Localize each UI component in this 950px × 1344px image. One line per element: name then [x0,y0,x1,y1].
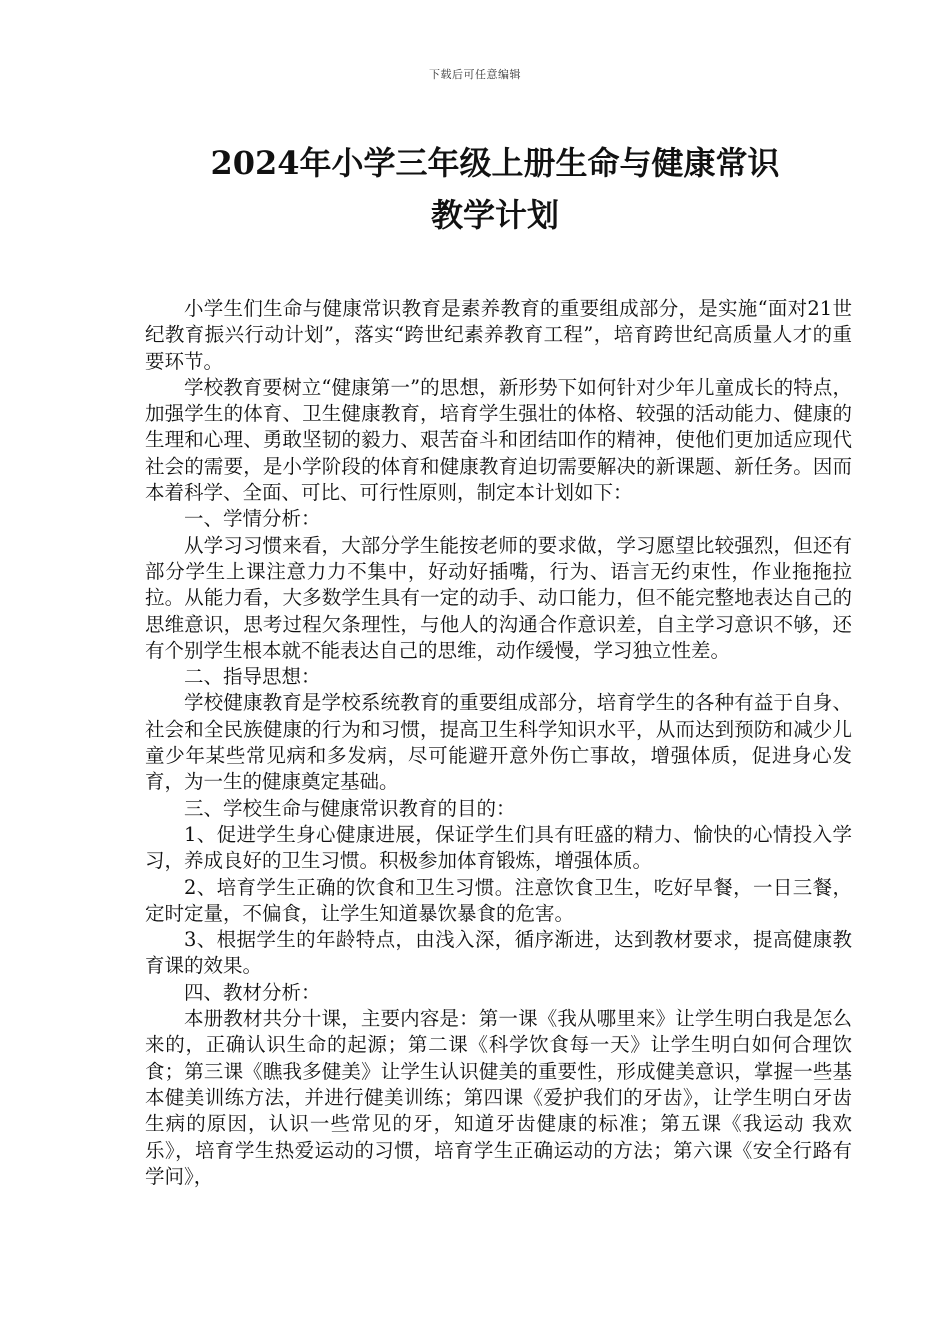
section-heading-guiding-principle: 二、指导思想： [184,665,321,689]
paragraph-textbook-analysis: 本册教材共分十课，主要内容是：第一课《我从哪里来》让学生明白我是怎么来的，正确认识生命的起源；第二课《科学饮食每一天》让学生明白如何合理饮食；第三课《瞧我多健美》让学生认识健美的重要性，形成健美意识，掌握一些基本健美训练方法，并进行健美训练；第四课《爱护我们的牙齿》，让学生明白牙齿生病的原因，认识一些常见的牙，知道牙齿健康的标准；第五课《我运动 我欢乐》，培育学生热爱运动的习惯，培育学生正确运动的方法；第六课《安全行路有学问》， [145,1007,852,1188]
paragraph-intro: 小学生们生命与健康常识教育是素养教育的重要组成部分，是实施“面对21世纪教育振兴行动计划”，落实“跨世纪素养教育工程”，培育跨世纪高质量人才的重要环节。 [145,297,852,373]
section-heading-objectives: 三、学校生命与健康常识教育的目的： [184,796,516,820]
paragraph-health-first: 学校教育要树立“健康第一”的思想，新形势下如何针对少年儿童成长的特点，加强学生的体育、卫生健康教育，培育学生强壮的体格、较强的活动能力、健康的生理和心理、勇敢坚韧的毅力、艰苦奋斗和团结吅作的精神，使他们更加适应现代社会的需要，是小学阶段的体育和健康教育迫切需要解决的新课题、新任务。因而本着科学、全面、可比、可行性原则，制定本计划如下： [145,375,852,505]
objective-item-3: 3、根据学生的年龄特点，由浅入深，循序渐进，达到教材要求，提高健康教育课的效果。 [145,928,852,978]
section-heading-student-analysis: 一、学情分析： [184,507,321,531]
header-note: 下载后可任意编辑 [429,68,521,81]
section-heading-textbook-analysis: 四、教材分析： [184,980,321,1004]
paragraph-student-analysis: 从学习习惯来看，大部分学生能按老师的要求做，学习愿望比较强烈，但还有部分学生上课注意力力不集中，好动好插嘴，行为、语言无约束性，作业拖拖拉拉。从能力看，大多数学生具有一定的动手、动口能力，但不能完整地表达自己的思维意识，思考过程欠条理性，与他人的沟通合作意识差，自主学习意识不够，还有个别学生根本就不能表达自己的思维，动作缓慢，学习独立性差。 [145,533,852,662]
document-body [145,296,852,1190]
objective-item-1: 1、促进学生身心健康进展，保证学生们具有旺盛的精力、愉快的心情投入学习，养成良好的卫生习惯。积极参加体育锻炼，增强体质。 [145,822,852,873]
document-title [0,137,950,241]
document-title-line-2: 教学计划 [430,196,559,234]
document-title-line-1: 2024年小学三年级上册生命与健康常识 [210,144,780,182]
paragraph-guiding-principle: 学校健康教育是学校系统教育的重要组成部分，培育学生的各种有益于自身、社会和全民族健康的行为和习惯，提高卫生科学知识水平，从而达到预防和减少儿童少年某些常见病和多发病，尽可能避开意外伤亡事故，增强体质，促进身心发育，为一生的健康奠定基础。 [145,691,852,794]
objective-item-2: 2、培育学生正确的饮食和卫生习惯。注意饮食卫生，吃好早餐，一日三餐，定时定量，不偏食，让学生知道暴饮暴食的危害。 [145,875,852,925]
